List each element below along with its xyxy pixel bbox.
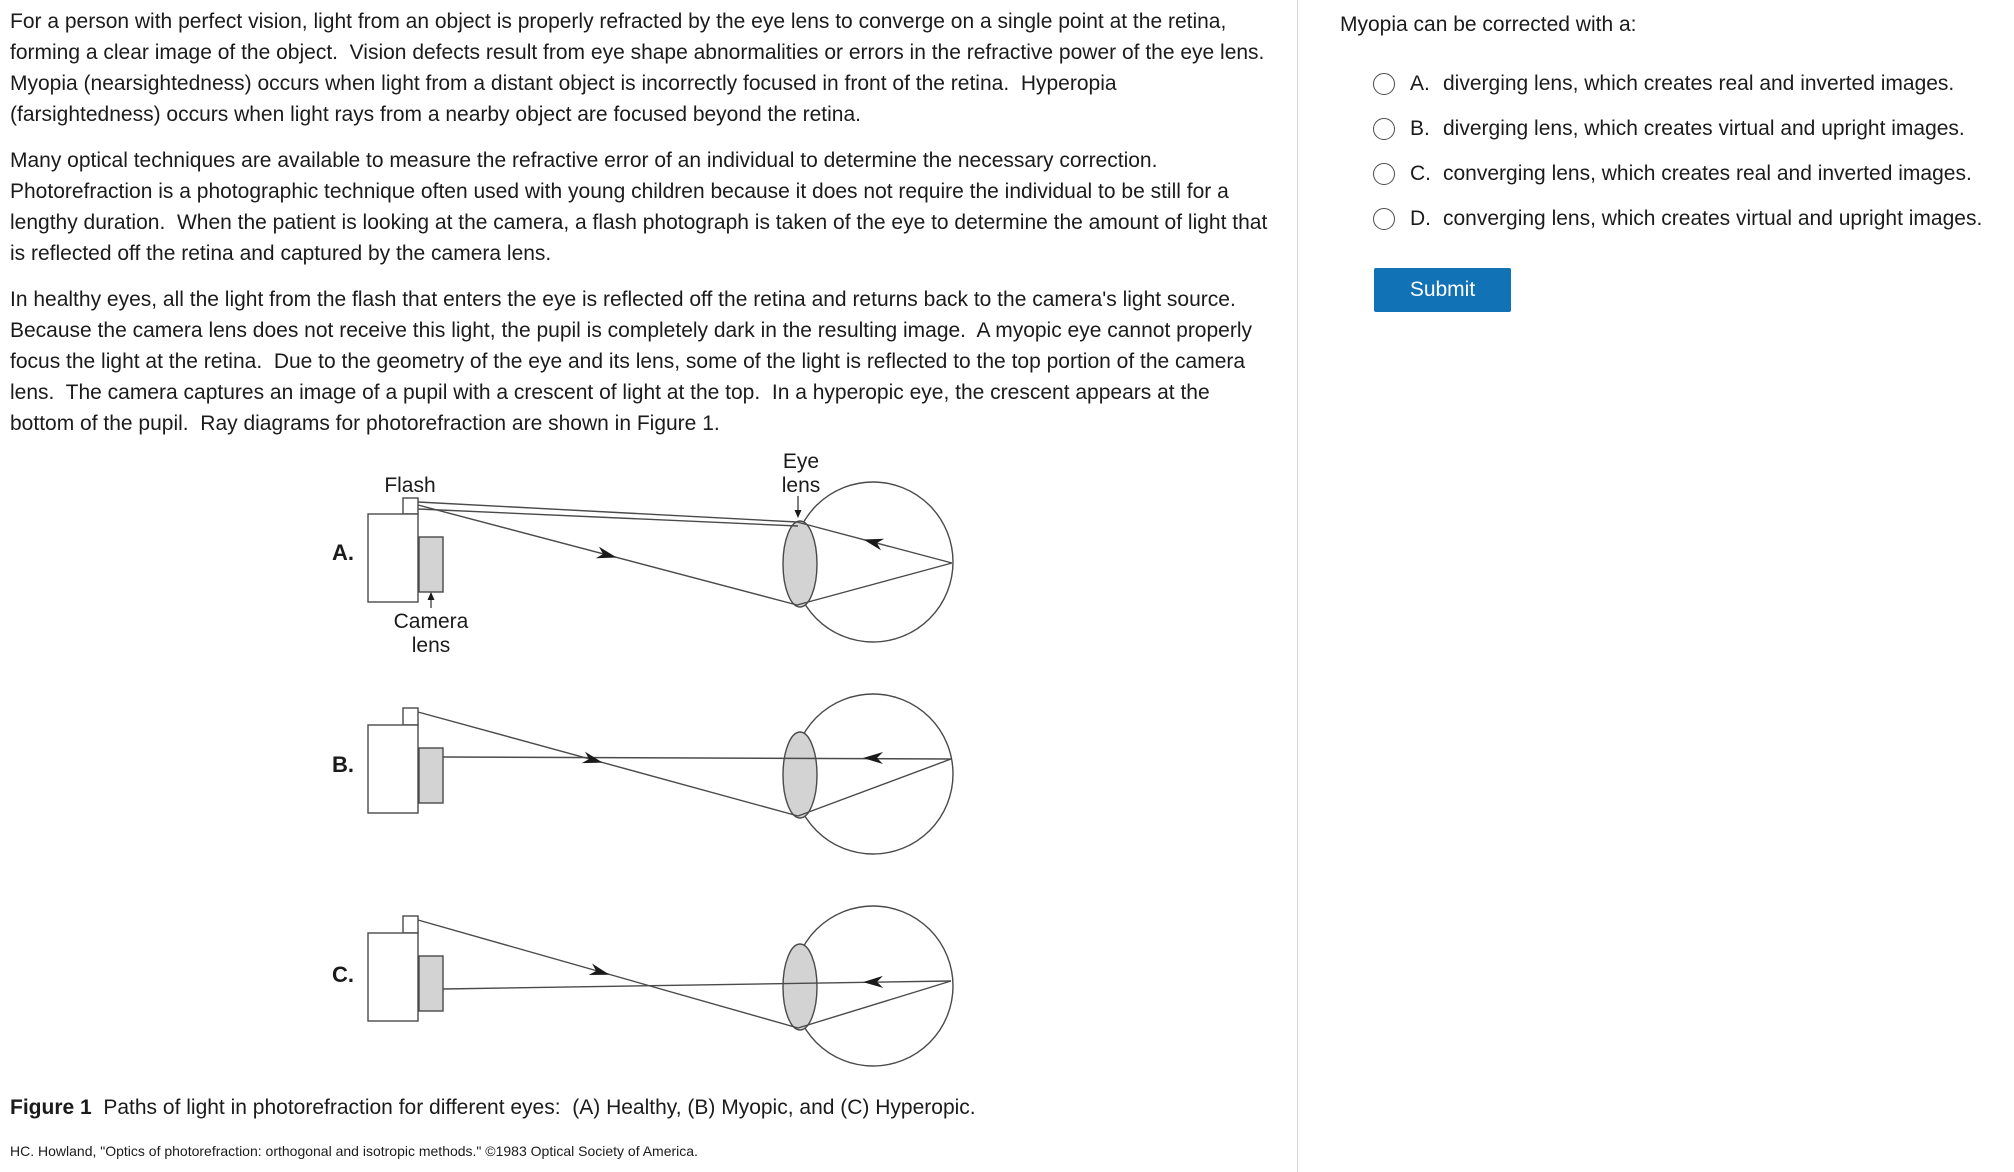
camera-body-b bbox=[368, 725, 418, 813]
option-d-text: converging lens, which creates virtual and upright images. bbox=[1443, 207, 1983, 230]
passage-paragraph-3: In healthy eyes, all the light from the flash that enters the eye is reflected off the retina and returns back to the camera's light source. Because the camera lens does not receive this light, the pupil is completely dark in the resulting image. A myopic eye cannot properly focus the light at the retina. Due to the geometry of the eye and its lens, some of the light is reflected to the top portion of the camera lens. The camera captures an image of a pupil with a crescent of light at the top. In a hyperopic eye, the crescent appears at the bottom of the pupil. Ray diagrams for photorefraction are shown in Figure 1. bbox=[10, 288, 1258, 435]
figure-citation: HC. Howland, "Optics of photorefraction: orthogonal and isotropic methods." ©1983 Optical Society of America. bbox=[10, 1143, 698, 1159]
camera-body-c bbox=[368, 933, 418, 1021]
option-a-letter: A. bbox=[1410, 72, 1430, 95]
ray-arrow-right-a bbox=[596, 547, 618, 564]
passage-paragraph-2: Many optical techniques are available to measure the refractive error of an individual to determine the necessary correction. Photorefraction is a photographic technique often used with young children because it does not require the individual to be still for a lengthy duration. When the patient is looking at the camera, a flash photograph is taken of the eye to determine the amount of light that is reflected off the retina and captured by the camera lens. bbox=[10, 149, 1274, 265]
flash-a bbox=[403, 498, 418, 514]
option-c-radio[interactable] bbox=[1373, 163, 1395, 185]
answer-option-b[interactable] bbox=[1373, 117, 1965, 141]
figure-caption-text: Paths of light in photorefraction for different eyes: (A) Healthy, (B) Myopic, and (C) Hyperopic. bbox=[91, 1096, 976, 1119]
submit-button[interactable]: Submit bbox=[1374, 268, 1511, 312]
option-c-text: converging lens, which creates real and inverted images. bbox=[1443, 162, 1972, 185]
panel-divider bbox=[1297, 0, 1298, 1172]
passage-paragraph-1: For a person with perfect vision, light from an object is properly refracted by the eye lens to converge on a single point at the retina, forming a clear image of the object. Vision defects result from eye shape abnormalities or errors in the refractive power of the eye lens. Myopia (nearsightedness) occurs when light from a distant object is incorrectly focused in front of the retina. Hyperopia (farsightedness) occurs when light rays from a nearby object are focused beyond the retina. bbox=[10, 10, 1277, 126]
eye-lens-label-line2: lens bbox=[781, 474, 821, 497]
option-a-radio[interactable] bbox=[1373, 73, 1395, 95]
answer-option-c[interactable] bbox=[1373, 162, 1972, 186]
flash-label: Flash bbox=[384, 474, 436, 497]
answer-option-a[interactable] bbox=[1373, 72, 1954, 96]
option-d-letter: D. bbox=[1410, 207, 1431, 230]
eye-lens-label-line1: Eye bbox=[782, 450, 820, 473]
camera-lens-label-line2: lens bbox=[411, 634, 451, 657]
figure-caption-number: Figure 1 bbox=[10, 1096, 92, 1119]
camera-body-a bbox=[368, 514, 418, 602]
option-c-letter: C. bbox=[1410, 162, 1431, 185]
diagram-b-label: B. bbox=[332, 752, 354, 777]
answer-option-d[interactable] bbox=[1373, 207, 1982, 231]
option-d-radio[interactable] bbox=[1373, 208, 1395, 230]
eye-lens-b bbox=[783, 732, 817, 818]
flash-c bbox=[403, 916, 418, 933]
figure-caption bbox=[10, 1094, 1280, 1122]
diagram-a-label: A. bbox=[332, 540, 354, 565]
camera-lens-b bbox=[419, 748, 443, 803]
camera-lens-label-line1: Camera bbox=[393, 610, 469, 633]
eye-lens-c bbox=[783, 944, 817, 1030]
figure-1-diagram bbox=[320, 440, 980, 1085]
camera-lens-c bbox=[419, 956, 443, 1011]
option-b-radio[interactable] bbox=[1373, 118, 1395, 140]
ray-arrow-right-c bbox=[589, 963, 612, 980]
passage-panel bbox=[10, 6, 1277, 454]
question-stem: Myopia can be corrected with a: bbox=[1340, 13, 1637, 36]
eye-lens-pointer-icon bbox=[795, 510, 802, 518]
option-b-letter: B. bbox=[1410, 117, 1430, 140]
flash-b bbox=[403, 708, 418, 725]
camera-lens-pointer-icon bbox=[428, 592, 435, 600]
camera-lens-a bbox=[419, 537, 443, 592]
diagram-c-label: C. bbox=[332, 962, 354, 987]
option-a-text: diverging lens, which creates real and inverted images. bbox=[1443, 72, 1955, 95]
ray-arrow-right-b bbox=[582, 752, 604, 769]
option-b-text: diverging lens, which creates virtual and upright images. bbox=[1443, 117, 1965, 140]
eye-lens-a bbox=[783, 521, 817, 607]
